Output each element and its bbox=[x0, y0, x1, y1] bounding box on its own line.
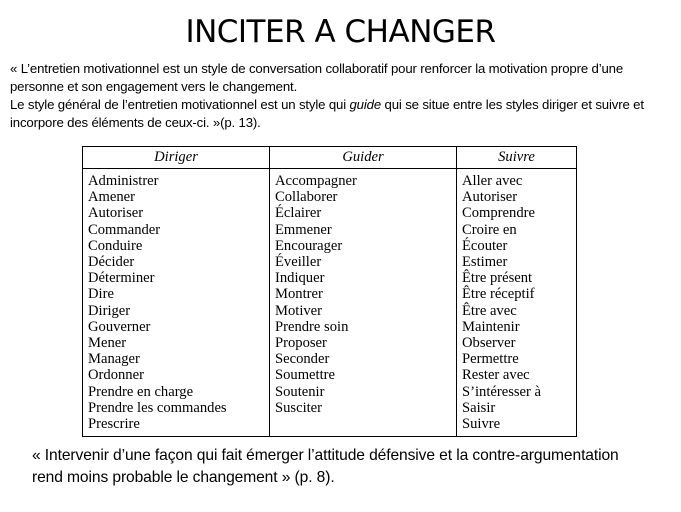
intro-emphasis: guide bbox=[349, 97, 382, 112]
verb-item: Prendre en charge bbox=[88, 383, 194, 400]
verb-item: Écouter bbox=[462, 237, 508, 254]
verb-item: Prendre soin bbox=[275, 318, 349, 335]
verb-item: Indiquer bbox=[275, 270, 325, 287]
table-header-row bbox=[83, 147, 577, 169]
verb-item: Maintenir bbox=[462, 318, 520, 335]
verb-item: Emmener bbox=[275, 221, 332, 238]
verb-item: Conduire bbox=[88, 237, 143, 254]
verb-item: Mener bbox=[88, 335, 127, 352]
intro-line-1: « L’entretien motivationnel est un style de conversation collaboratif pour renforcer la motivation propre d’une personne et son engagement vers le changement. bbox=[10, 61, 624, 94]
closing-quote: « Intervenir d’une façon qui fait émerger l’attitude défensive et la contre-argumentation rend moins probable le changement » (p. 8). bbox=[32, 447, 619, 486]
verb-item: Permettre bbox=[462, 351, 519, 368]
verb-item: Prescrire bbox=[88, 416, 140, 433]
verb-item: Encourager bbox=[275, 237, 343, 254]
verb-item: Commander bbox=[88, 221, 161, 238]
verb-item: Déterminer bbox=[88, 270, 155, 287]
verb-item: Dire bbox=[88, 286, 114, 303]
verb-item: Autoriser bbox=[462, 189, 518, 206]
intro-line-2-end: qui se situe entre les styles diriger et suivre et incorpore des éléments de ceux-ci. »(p. 13). bbox=[10, 97, 644, 130]
verb-item: Croire en bbox=[462, 221, 517, 238]
verb-item: Administrer bbox=[88, 173, 159, 189]
verb-item: Éclairer bbox=[275, 205, 322, 222]
verb-item: Soutenir bbox=[275, 383, 325, 400]
verb-item: Être réceptif bbox=[462, 286, 535, 303]
styles-table-container bbox=[82, 146, 577, 437]
verb-item: Saisir bbox=[462, 399, 496, 416]
verb-item: Motiver bbox=[275, 302, 323, 319]
intro-paragraph bbox=[10, 60, 674, 132]
verb-item: Autoriser bbox=[88, 205, 144, 222]
verb-item: Amener bbox=[88, 189, 136, 206]
column-suivre bbox=[457, 169, 577, 437]
intro-line-2-start: Le style général de l’entretien motivationnel est un style qui bbox=[10, 97, 350, 112]
verb-item: Ordonner bbox=[88, 367, 144, 384]
verb-item: S’intéresser à bbox=[462, 383, 542, 400]
verb-item: Susciter bbox=[275, 399, 323, 416]
verb-item: Aller avec bbox=[462, 173, 523, 189]
verb-item: Suivre bbox=[462, 416, 501, 433]
header-suivre: Suivre bbox=[457, 147, 577, 169]
verb-item: Montrer bbox=[275, 286, 323, 303]
verb-item: Diriger bbox=[88, 302, 131, 319]
column-diriger bbox=[83, 169, 270, 437]
verb-item: Proposer bbox=[275, 335, 327, 352]
table-row bbox=[83, 169, 577, 437]
verb-item: Gouverner bbox=[88, 318, 151, 335]
verb-item: Observer bbox=[462, 335, 516, 352]
verb-item: Accompagner bbox=[275, 173, 357, 189]
column-guider bbox=[270, 169, 457, 437]
verb-item: Collaborer bbox=[275, 189, 338, 206]
styles-table bbox=[82, 146, 577, 437]
verb-item: Soumettre bbox=[275, 367, 335, 384]
verb-item: Estimer bbox=[462, 254, 508, 271]
verb-item: Rester avec bbox=[462, 367, 530, 384]
verb-item: Décider bbox=[88, 254, 135, 271]
verb-item: Manager bbox=[88, 351, 140, 368]
verb-item: Comprendre bbox=[462, 205, 535, 222]
intro-line-2 bbox=[10, 96, 674, 132]
page-title: INCITER A CHANGER bbox=[185, 14, 496, 50]
verb-item: Seconder bbox=[275, 351, 330, 368]
header-guider: Guider bbox=[270, 147, 457, 169]
verb-item: Prendre les commandes bbox=[88, 399, 227, 416]
verb-item: Éveiller bbox=[275, 254, 322, 271]
header-diriger: Diriger bbox=[83, 147, 270, 169]
verb-item: Être avec bbox=[462, 302, 517, 319]
verb-item: Être présent bbox=[462, 270, 533, 287]
